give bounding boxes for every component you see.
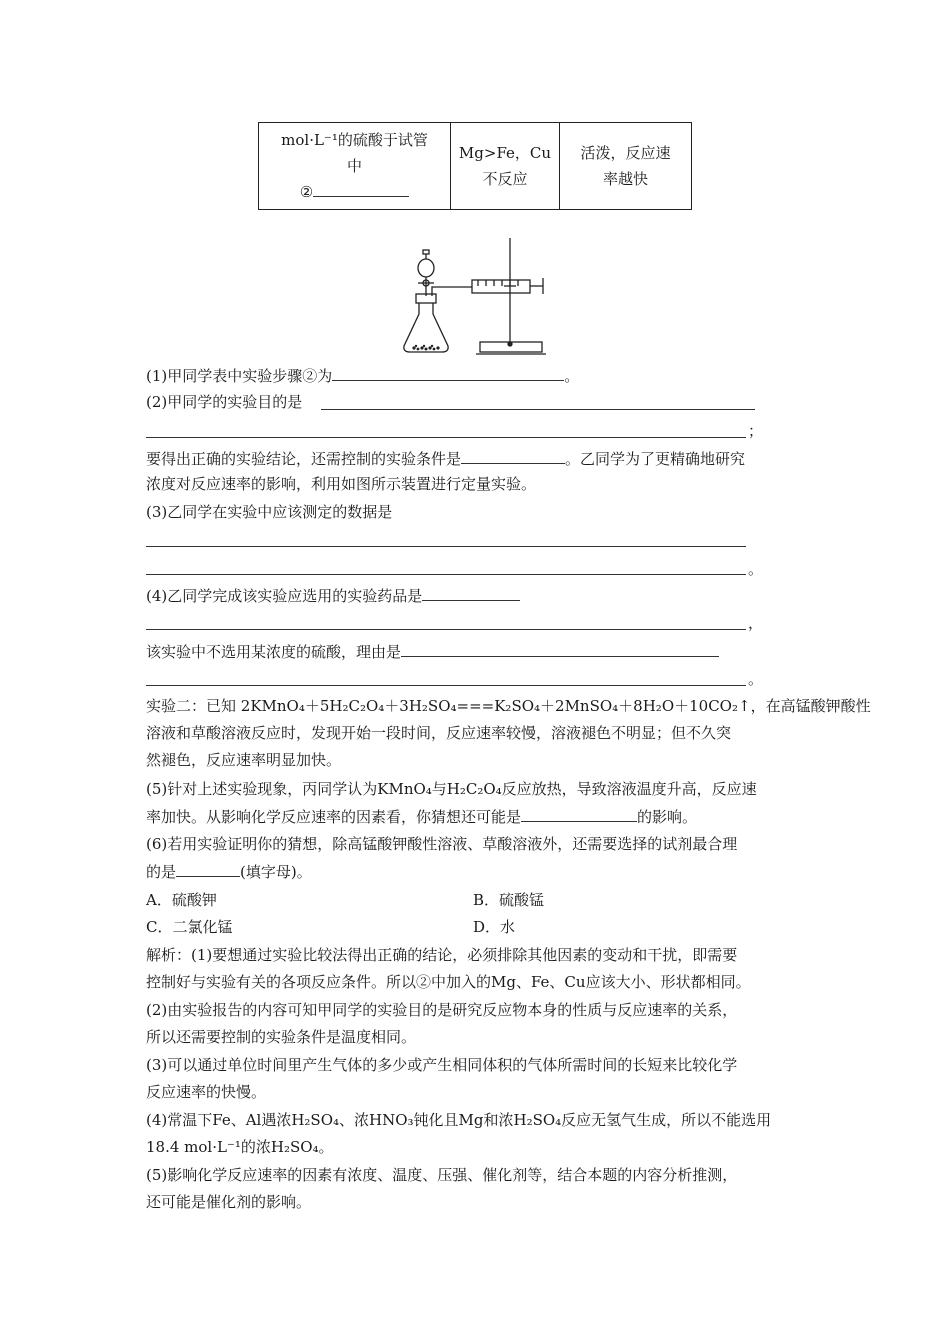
table-cell-conclusion [560,123,692,210]
option-a: A．硫酸钾 [146,891,217,909]
question-1 [146,364,579,387]
option-d: D．水 [473,918,516,936]
analysis-line-7: (4)常温下Fe、Al遇浓H₂SO₄、浓HNO₃钝化且Mg和浓H₂SO₄反应无氢气生成，所以不能选用 [146,1111,772,1129]
question-4 [146,584,520,607]
conclusion-line-2: 率越快 [602,170,648,188]
question-4-text: (4)乙同学完成该实验应选用的实验药品是 [146,587,423,605]
experiment-2-intro [146,695,871,717]
question-4-reason [146,640,719,663]
step-line-1: mol·L⁻¹的硫酸于试管 [281,131,428,149]
option-c: C．二氯化锰 [146,918,233,936]
observation-line-2: 不反应 [482,170,528,188]
step-blank [263,179,446,205]
answer-blank [176,860,240,877]
analysis-line-10: 还可能是催化剂的影响。 [146,1193,312,1211]
table-cell-observation [451,123,560,210]
analysis-line-1: 解析：(1)要想通过实验比较法得出正确的结论，必须排除其他因素的变动和干扰，即需要 [146,946,738,964]
question-2-condition [146,447,745,470]
answer-line [146,574,746,575]
question-2 [146,391,302,413]
answer-blank [461,447,565,464]
answer-blank [313,180,409,197]
analysis-line-6: 反应速率的快慢。 [146,1083,267,1101]
q6-text: 的是 [146,863,177,881]
apparatus-diagram [400,236,550,358]
question-3-end: 。 [748,560,764,578]
condition-text-2: 。乙同学为了更精确地研究 [565,450,746,468]
question-2-end: ； [748,422,764,440]
experiment-table-fragment [258,122,692,210]
answer-blank [401,640,719,657]
analysis-line-4: 所以还需要控制的实验条件是温度相同。 [146,1028,417,1046]
question-1-end: 。 [564,367,580,385]
condition-text: 要得出正确的实验结论，还需控制的实验条件是 [146,450,462,468]
analysis-line-5: (3)可以通过单位时间里产生气体的多少或产生相同体积的气体所需时间的长短来比较化学 [146,1056,738,1074]
question-4-end-b: 。 [748,670,764,688]
conclusion-line-1: 活泼，反应速 [580,144,671,162]
experiment-2-line2: 溶液和草酸溶液反应时，发现开始一段时间，反应速率较慢，溶液褪色不明显；但不久突 [146,724,732,742]
question-5-line1: (5)针对上述实验现象，丙同学认为KMnO₄与H₂C₂O₄反应放热，导致溶液温度升高，反应速 [146,780,757,798]
observation-line-1: Mg>Fe，Cu [458,144,552,162]
exp2-prefix: 实验二：已知 [146,697,241,715]
answer-line [146,685,746,686]
step-mark: ② [299,183,314,201]
question-1-text: (1)甲同学表中实验步骤②为 [146,367,333,385]
step-line-2: 中 [346,157,362,175]
experiment-2-line3: 然褪色，反应速率明显加快。 [146,751,342,769]
analysis-line-3: (2)由实验报告的内容可知甲同学的实验目的是研究反应物本身的性质与反应速率的关系， [146,1001,738,1019]
table-row [259,123,692,210]
table-cell-step [259,123,451,210]
answer-blank [521,805,637,822]
analysis-line-8: 18.4 mol·L⁻¹的浓H₂SO₄。 [146,1138,334,1156]
q6-end: (填字母)。 [240,863,312,881]
answer-blank [332,364,564,381]
question-2-text: (2)甲同学的实验目的是 [146,393,303,411]
answer-line [321,409,755,410]
exp2-equation: 2KMnO₄＋5H₂C₂O₄＋3H₂SO₄===K₂SO₄＋2MnSO₄＋8H₂O＋10CO₂↑ [240,697,751,715]
analysis-line-9: (5)影响化学反应速率的因素有浓度、温度、压强、催化剂等，结合本题的内容分析推测， [146,1166,738,1184]
question-6-line2 [146,860,312,883]
question-4-end: ， [748,614,764,632]
q5-end: 的影响。 [637,808,698,826]
analysis-line-2: 控制好与实验有关的各项反应条件。所以②中加入的Mg、Fe、Cu应该大小、形状都相同。 [146,973,751,991]
q5-text: 率加快。从影响化学反应速率的因素看，你猜想还可能是 [146,808,522,826]
option-b: B．硫酸锰 [473,891,545,909]
answer-line [146,546,746,547]
answer-line [146,437,746,438]
reason-text: 该实验中不选用某浓度的硫酸，理由是 [146,643,402,661]
answer-blank [422,584,520,601]
answer-line [146,629,746,630]
question-3: (3)乙同学在实验中应该测定的数据是 [146,503,393,521]
question-2-intro: 浓度对反应速率的影响，利用如图所示装置进行定量实验。 [146,475,537,493]
question-5-line2 [146,805,697,828]
exp2-suffix: ，在高锰酸钾酸性 [750,697,871,715]
question-6-line1: (6)若用实验证明你的猜想，除高锰酸钾酸性溶液、草酸溶液外，还需要选择的试剂最合理 [146,835,738,853]
